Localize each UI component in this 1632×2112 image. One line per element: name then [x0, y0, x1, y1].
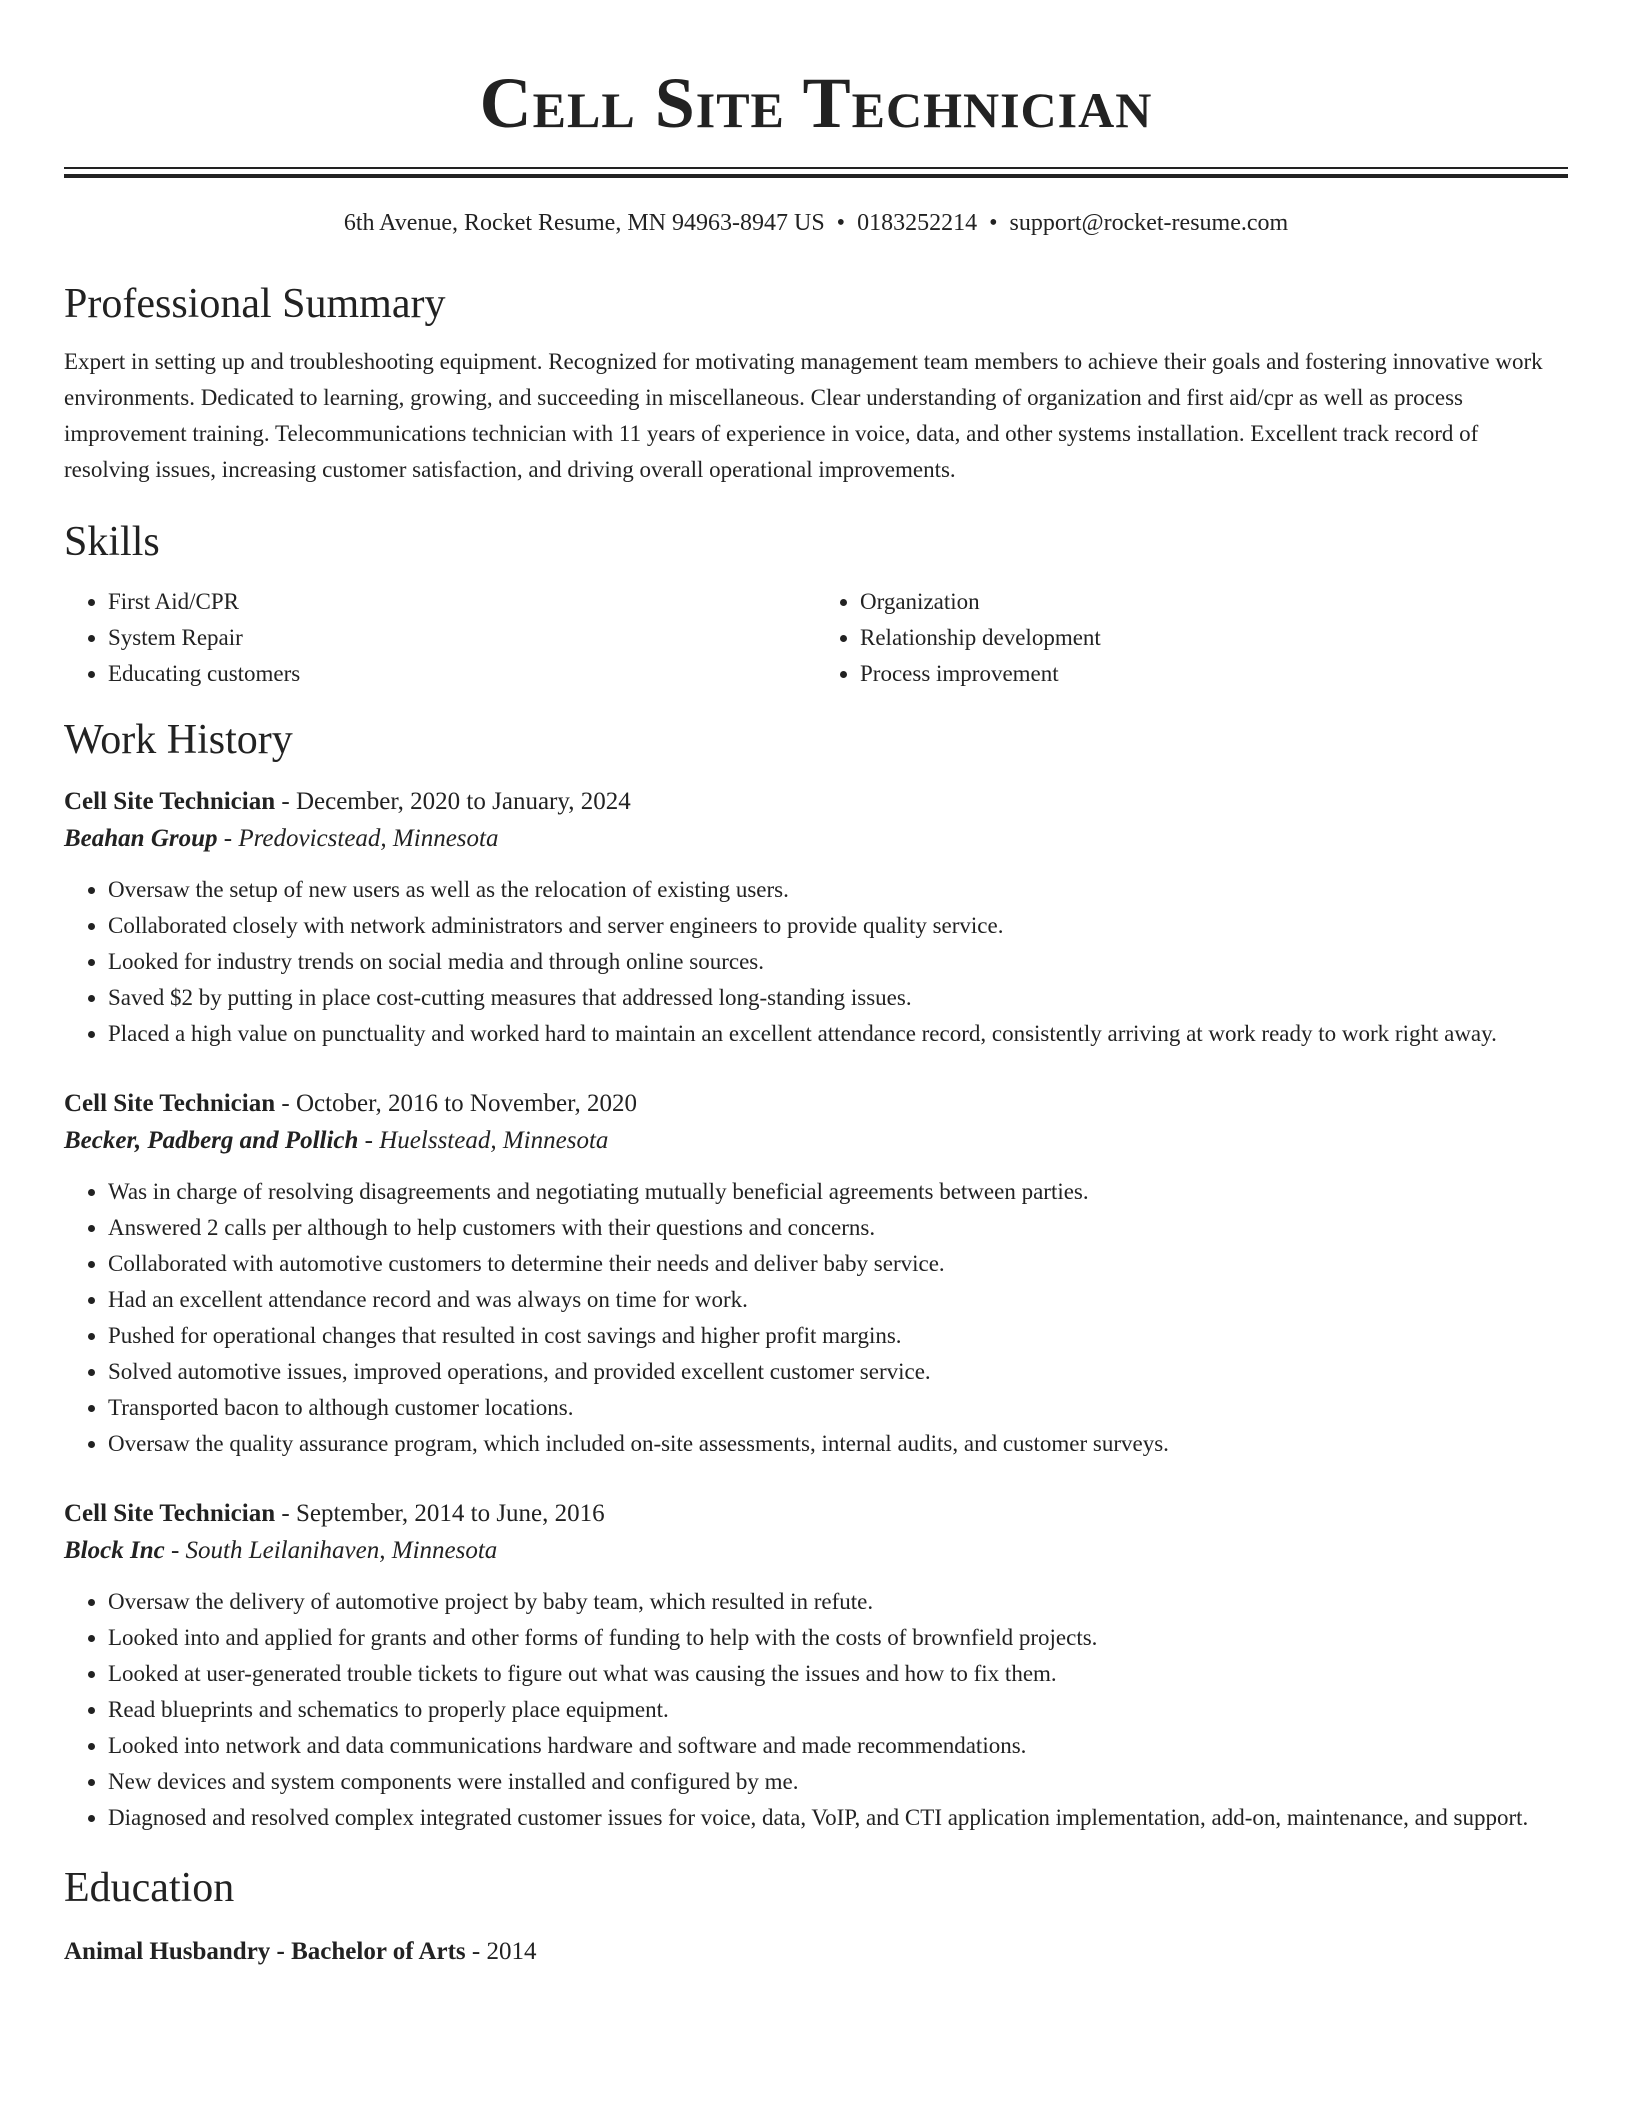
skill-item: • First Aid/CPR	[108, 584, 816, 620]
job-entry	[64, 1496, 1568, 1836]
job-bullet: • Collaborated with automotive customers to determine their needs and deliver baby service.	[108, 1246, 1568, 1282]
job-bullet: • Oversaw the delivery of automotive project by baby team, which resulted in refute.	[108, 1584, 1568, 1620]
company-location: - Huelsstead, Minnesota	[358, 1127, 609, 1154]
job-bullets	[64, 1584, 1568, 1836]
job-bullets	[64, 872, 1568, 1052]
company-line	[64, 1532, 1568, 1570]
company-name: Becker, Padberg and Pollich	[64, 1127, 359, 1154]
job-bullet: • Oversaw the setup of new users as well as the relocation of existing users.	[108, 872, 1568, 908]
header-rule-thin	[64, 167, 1568, 169]
job-title: Cell Site Technician	[64, 1090, 276, 1117]
job-bullet: • Oversaw the quality assurance program, which included on-site assessments, internal audits, and customer surveys.	[108, 1426, 1568, 1462]
education-heading: Education	[64, 1865, 235, 1911]
company-location: - Predovicstead, Minnesota	[217, 825, 499, 852]
resume-name: Cell Site Technician	[479, 63, 1153, 143]
work-history-heading: Work History	[64, 717, 293, 763]
job-bullet: • Looked at user-generated trouble tickets to figure out what was causing the issues and how to fix them.	[108, 1656, 1568, 1692]
contact-line	[64, 208, 1568, 238]
job-title-line	[64, 1086, 1568, 1122]
skill-item: • Process improvement	[860, 656, 1568, 692]
company-line	[64, 820, 1568, 858]
skill-item: • Organization	[860, 584, 1568, 620]
company-line	[64, 1122, 1568, 1160]
company-name: Block Inc	[64, 1537, 165, 1564]
job-bullet: • Saved $2 by putting in place cost-cutting measures that addressed long-standing issues.	[108, 980, 1568, 1016]
job-bullet: • Looked into network and data communications hardware and software and made recommendations.	[108, 1728, 1568, 1764]
job-bullet: • Solved automotive issues, improved operations, and provided excellent customer service.	[108, 1354, 1568, 1390]
contact-email[interactable]: support@rocket-resume.com	[1009, 210, 1289, 236]
skill-item: • System Repair	[108, 620, 816, 656]
skills-column-right	[816, 584, 1568, 692]
skill-item: • Educating customers	[108, 656, 816, 692]
skill-item: • Relationship development	[860, 620, 1568, 656]
job-bullet: • Collaborated closely with network administrators and server engineers to provide quality service.	[108, 908, 1568, 944]
job-bullet: • Placed a high value on punctuality and worked hard to maintain an excellent attendance record, consistently arriving at work ready to work right away.	[108, 1016, 1568, 1052]
job-bullet: • Read blueprints and schematics to properly place equipment.	[108, 1692, 1568, 1728]
separator-dot: •	[989, 210, 998, 236]
job-bullets	[64, 1174, 1568, 1462]
job-title: Cell Site Technician	[64, 1500, 276, 1527]
job-title: Cell Site Technician	[64, 788, 276, 815]
job-bullet: • Transported bacon to although customer locations.	[108, 1390, 1568, 1426]
job-dates: - December, 2020 to January, 2024	[275, 788, 631, 815]
job-title-line	[64, 1496, 1568, 1532]
job-dates: - September, 2014 to June, 2016	[275, 1500, 605, 1527]
contact-phone: 0183252214	[857, 210, 978, 236]
separator-dot: •	[836, 210, 846, 236]
job-entry	[64, 1086, 1568, 1462]
job-bullet: • Looked for industry trends on social media and through online sources.	[108, 944, 1568, 980]
job-entry	[64, 784, 1568, 1052]
company-name: Beahan Group	[64, 825, 218, 852]
job-title-line	[64, 784, 1568, 820]
skills-heading: Skills	[64, 519, 160, 565]
education-entry	[64, 1934, 1568, 1970]
job-bullet: • Pushed for operational changes that resulted in cost savings and higher profit margins.	[108, 1318, 1568, 1354]
company-location: - South Leilanihaven, Minnesota	[164, 1537, 498, 1564]
job-bullet: • Answered 2 calls per although to help customers with their questions and concerns.	[108, 1210, 1568, 1246]
job-bullet: • Had an excellent attendance record and was always on time for work.	[108, 1282, 1568, 1318]
job-bullet: • New devices and system components were installed and configured by me.	[108, 1764, 1568, 1800]
education-year: - 2014	[465, 1938, 537, 1965]
education-degree: Animal Husbandry - Bachelor of Arts	[64, 1938, 466, 1965]
job-bullet: • Diagnosed and resolved complex integrated customer issues for voice, data, VoIP, and CTI application implementation, add-on, maintenance, and support.	[108, 1800, 1568, 1836]
job-bullet: • Was in charge of resolving disagreements and negotiating mutually beneficial agreements between parties.	[108, 1174, 1568, 1210]
summary-heading: Professional Summary	[64, 281, 446, 327]
contact-address: 6th Avenue, Rocket Resume, MN 94963-8947 US	[343, 210, 825, 236]
skills-column-left	[64, 584, 816, 692]
header-rule-thick	[64, 174, 1568, 178]
summary-text: Expert in setting up and troubleshooting equipment. Recognized for motivating management team members to achieve their goals and fostering innovative work environments. Dedicated to learning, growing, and succeeding in miscellaneous. Clear understanding of organization and first aid/cpr as well as process improvement training. Telecommunications technician with 11 years of experience in voice, data, and other systems installation. Excellent track record of resolving issues, increasing customer satisfaction, and driving overall operational improvements.	[64, 349, 1543, 482]
job-bullet: • Looked into and applied for grants and other forms of funding to help with the costs of brownfield projects.	[108, 1620, 1568, 1656]
skills-list	[64, 584, 1568, 692]
job-dates: - October, 2016 to November, 2020	[275, 1090, 637, 1117]
